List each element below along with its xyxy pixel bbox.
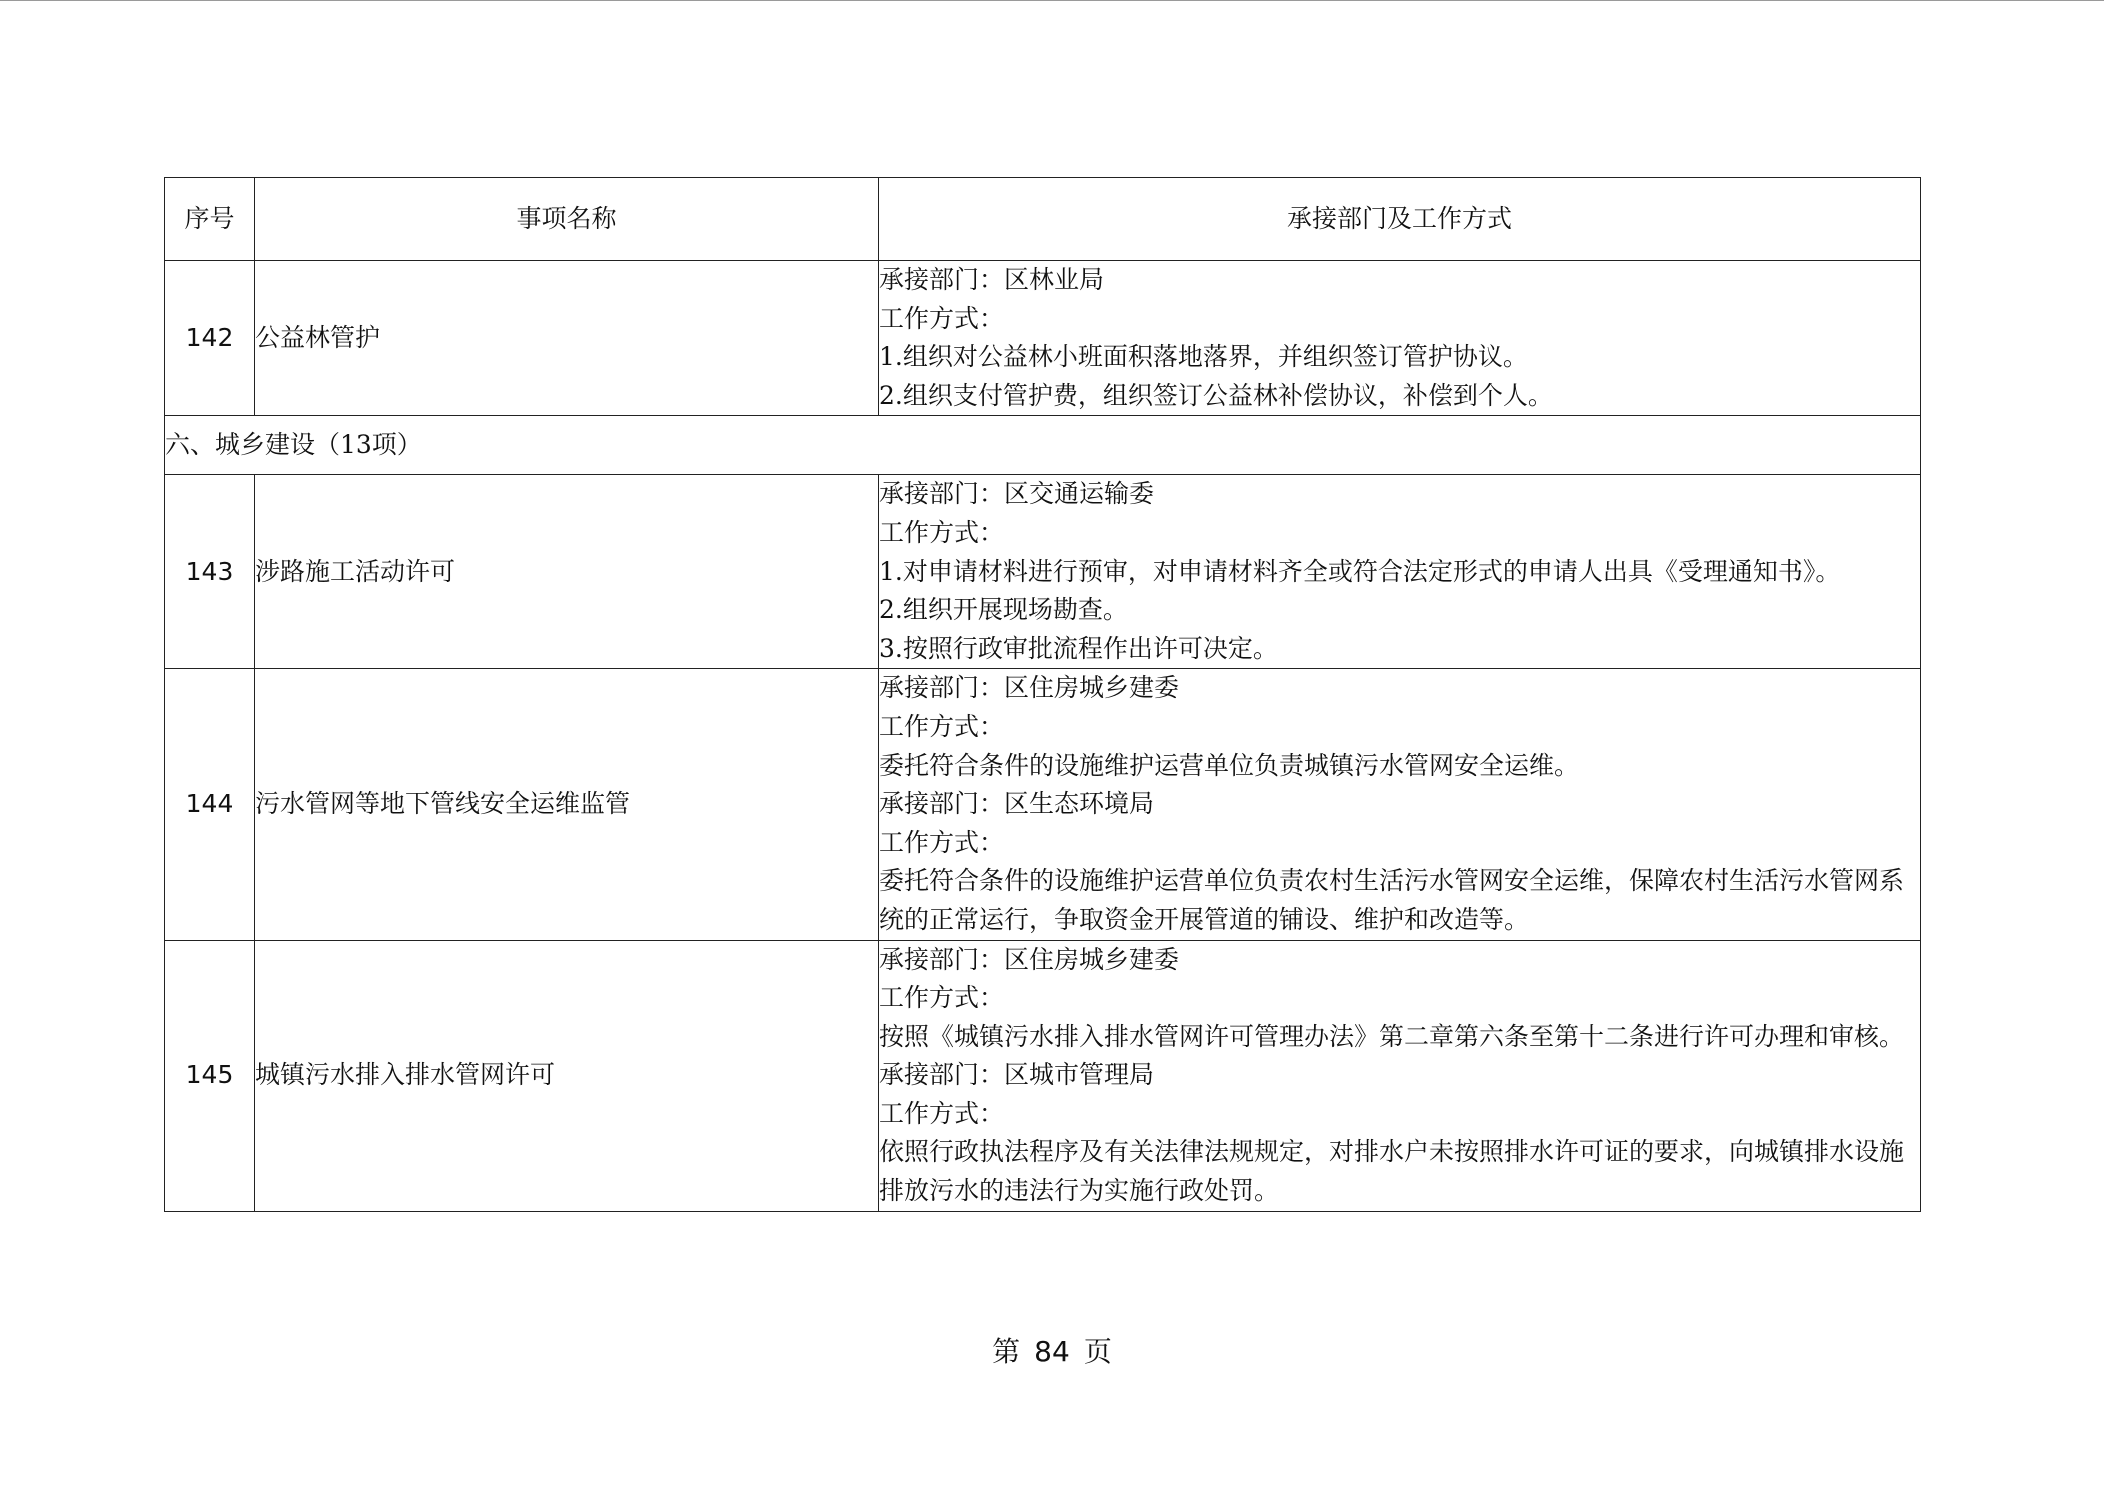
- section-row: [165, 416, 1921, 475]
- page-prefix: 第: [992, 1335, 1021, 1368]
- table-row: [165, 940, 1921, 1211]
- row-item-name: 污水管网等地下管线安全运维监管: [255, 669, 879, 940]
- row-department-method: [879, 261, 1921, 416]
- row-department-method: [879, 940, 1921, 1211]
- work-line: 承接部门：区生态环境局: [879, 789, 1155, 819]
- row-index: 143: [165, 475, 255, 669]
- work-line: 2.组织开展现场勘查。: [879, 595, 1128, 625]
- page-suffix: 页: [1083, 1335, 1112, 1368]
- row-item-name: 城镇污水排入排水管网许可: [255, 940, 879, 1211]
- work-line: 工作方式：: [879, 517, 1005, 547]
- work-line: 委托符合条件的设施维护运营单位负责城镇污水管网安全运维。: [879, 750, 1580, 780]
- page-top-rule: [0, 0, 2104, 1]
- header-item-name: 事项名称: [255, 178, 879, 261]
- row-item-name: 涉路施工活动许可: [255, 475, 879, 669]
- row-item-name: 公益林管护: [255, 261, 879, 416]
- work-line: 工作方式：: [879, 303, 1005, 333]
- table-row: [165, 261, 1921, 416]
- row-department-method: [879, 669, 1921, 940]
- work-line: 工作方式：: [879, 827, 1005, 857]
- table-row: [165, 669, 1921, 940]
- work-line: 承接部门：区城市管理局: [879, 1060, 1155, 1090]
- work-line: 委托符合条件的设施维护运营单位负责农村生活污水管网安全运维，保障农村生活污水管网系统的正常运行，争取资金开展管道的铺设、维护和改造等。: [879, 866, 1905, 934]
- work-line: 承接部门：区交通运输委: [879, 479, 1155, 509]
- work-line: 工作方式：: [879, 711, 1005, 741]
- table-header-row: [165, 178, 1921, 261]
- work-line: 承接部门：区住房城乡建委: [879, 944, 1180, 974]
- work-line: 承接部门：区林业局: [879, 265, 1105, 294]
- work-line: 2.组织支付管护费，组织签订公益林补偿协议，补偿到个人。: [879, 380, 1553, 410]
- work-line: 依照行政执法程序及有关法律法规规定，对排水户未按照排水许可证的要求，向城镇排水设施排放污水的违法行为实施行政处罚。: [879, 1137, 1905, 1206]
- table-row: [165, 475, 1921, 669]
- work-line: 按照《城镇污水排入排水管网许可管理办法》第二章第六条至第十二条进行许可办理和审核。: [879, 1021, 1905, 1051]
- header-department-method: 承接部门及工作方式: [879, 178, 1921, 261]
- work-line: 承接部门：区住房城乡建委: [879, 673, 1180, 703]
- items-table: [164, 177, 1921, 1212]
- work-line: 工作方式：: [879, 1098, 1005, 1128]
- section-title: 六、城乡建设（13项）: [165, 416, 1921, 475]
- work-line: 工作方式：: [879, 983, 1005, 1013]
- work-line: 3.按照行政审批流程作出许可决定。: [879, 633, 1278, 663]
- row-index: 142: [165, 261, 255, 416]
- page-number-footer: [0, 1330, 2104, 1370]
- work-line: 1.组织对公益林小班面积落地落界，并组织签订管护协议。: [879, 342, 1528, 372]
- row-index: 145: [165, 940, 255, 1211]
- row-index: 144: [165, 669, 255, 940]
- work-line: 1.对申请材料进行预审，对申请材料齐全或符合法定形式的申请人出具《受理通知书》。: [879, 556, 1841, 586]
- row-department-method: [879, 475, 1921, 669]
- header-index: 序号: [165, 178, 255, 261]
- page-number: 84: [1034, 1335, 1070, 1368]
